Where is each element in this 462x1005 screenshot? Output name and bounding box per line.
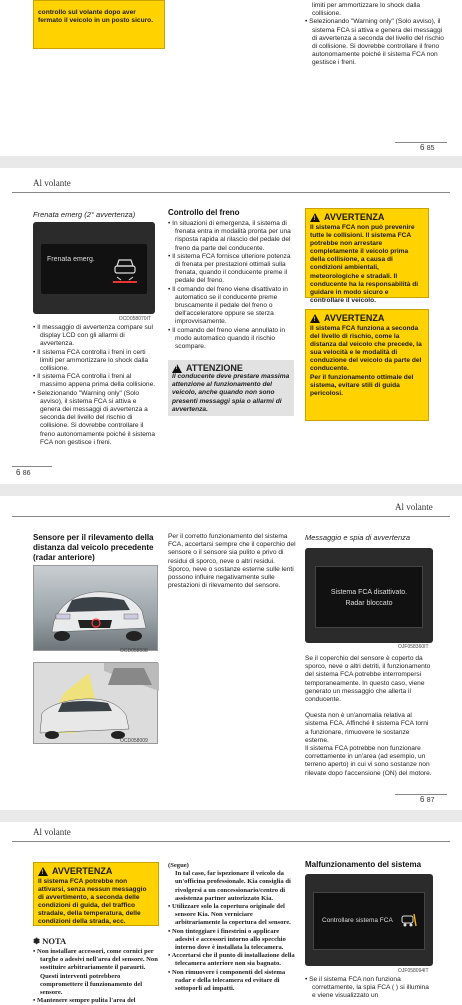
page-separator <box>0 810 462 822</box>
warning-triangle-icon <box>172 364 182 373</box>
image-code: OCD058070IT <box>118 316 151 322</box>
nota-bullets: • Non installare accessori, come cornici per targhe o adesivi nell'area del sensore. Non sostituire arbitrariamente il paraurti. Questi interventi potrebbero compromettere il funzionamento del sensore. • Mantenere sempre pulita l'area del <box>33 948 160 1005</box>
fca-warning-car-icon <box>400 911 418 929</box>
attention-box: ! ATTENZIONE Il conducente deve prestare massima attenzione al funzionamento del veicolo, anche quando non sono presenti messaggi spia o allarmi di avvertenza. <box>168 360 294 416</box>
image-code-4: OJF058094IT <box>398 968 429 974</box>
page-86-header-rule <box>12 192 450 193</box>
page-85-number: 6 85 <box>420 143 435 152</box>
nota-title: ✽ NOTA <box>33 936 67 946</box>
emergency-brake-display <box>33 222 155 322</box>
page-87-right-text: Se il coperchio del sensore è coperto da sporco, neve o altri detriti, il funzionamento del sistema FCA potrebbe interrompersi temporaneamente. In questo caso, viene generato un messaggio che allerta il conducente. Questa non è un'anomalia relativa al sistema FCA. Affinché il sistema FCA torni a funzionare, rimuovere le sostanze esterne. Il sistema FCA potrebbe non funzionare correttamente in un'area (ad esempio, un terreno aperto) in cui vi sono sostanze non rilevate dopo l'accensione (ON) del motore. <box>305 655 432 777</box>
page-88-header: Al volante <box>33 827 71 837</box>
page-86-header: Al volante <box>33 178 71 188</box>
lcd-text: Controllare sistema FCA <box>322 917 393 924</box>
lcd-panel <box>41 244 147 294</box>
car-front-illustration <box>34 566 159 652</box>
car-radar-image <box>33 662 158 744</box>
page-separator <box>0 484 462 496</box>
page-88-warning: ! AVVERTENZA Il sistema FCA potrebbe non attivarsi, senza nessun messaggio di avvertimento, a seconda delle condizioni di guida, del traffico stradale, della temperatura, delle condizioni della strada, ecc. <box>33 862 159 926</box>
warning-triangle-icon <box>310 314 320 323</box>
lcd-line-1: Sistema FCA disattivato. <box>330 589 408 596</box>
top-right-text: limiti per ammortizzare lo shock dalla collisione. • Selezionando "Warning only" (Solo avviso), il sistema FCA si attiva e genera dei messaggi di avvertenza a seconda del livello del rischio di collisione. Si dovrebbe controllare il freno autonomamente poiché il sistema FCA non gestisce i freni. <box>305 2 445 68</box>
page-88-right-bullet: • Se il sistema FCA non funziona correttamente, la spia FCA ( ) si illumina e viene visualizzato un <box>305 976 433 1001</box>
page-87-right-caption: Messaggio e spia di avvertenza <box>305 533 411 542</box>
lcd-line-2: Radar bloccato <box>345 600 393 607</box>
lcd-panel <box>315 566 423 628</box>
page-87-mid-text: Per il corretto funzionamento del sistema FCA, accertarsi sempre che il coperchio del sensore o il sensore sia pulito e privo di residui di sporco, neve o altri residui. Sporco, neve o sostanze esterne sulle lenti possono influire negativamente sulle prestazioni di rilevamento del sensore. <box>168 533 296 590</box>
warning-box-2: ! AVVERTENZA Il sistema FCA funziona a seconda del livello di rischio, come la distanza dal veicolo che precede, la sua velocità e le modalità di conduzione del veicolo da parte del conducente. Per il funzionamento ottimale del sistema, evitare stili di guida pericolosi. <box>305 309 429 421</box>
image-code-3: OJF058360IT <box>398 644 429 650</box>
page-87-number: 6 87 <box>420 795 435 804</box>
image-code-1: OCD058008 <box>120 648 148 654</box>
check-fca-display <box>305 874 433 966</box>
page-87-header-rule <box>12 516 450 517</box>
warning-triangle-icon <box>38 867 48 876</box>
lcd-text: Frenata emerg. <box>47 256 95 263</box>
radar-sensor-heading: Sensore per il rilevamento della distanza dal veicolo precedente (radar anteriore) <box>33 533 154 562</box>
car-radar-illustration <box>34 663 159 745</box>
fca-disabled-display <box>305 548 433 643</box>
car-collision-icon <box>111 258 139 284</box>
page-86-left-bullets: • Il messaggio di avvertenza compare sul display LCD con gli allarmi di avvertenza. • Il sistema FCA controlla i freni in certi limiti per ammortizzare lo shock dalla collisione. • Il sistema FCA controlla i freni al massimo appena prima della collisione. • Selezionando "Warning only" (Solo avviso), il sistema FCA si attiva e genera dei messaggi di avvertenza a seconda del livello del rischio di collisione. Si dovrebbe controllare il freno autonomamente poiché il sistema FCA non gestisce i freni. <box>33 324 158 447</box>
page-86-caption: Frenata emerg (2° avvertenza) <box>33 210 136 219</box>
page-86-mid-bullets: • In situazioni di emergenza, il sistema di frenata entra in modalità pronta per una risposta rapida al rilascio del pedale del freno da parte del conducente. • Il sistema FCA fornisce ulteriore potenza di frenata per prestazioni ottimali sulla frenata, quando il conducente preme il pedale del freno. • Il comando del freno viene disattivato in automatico se il conducente preme bruscamente il pedale del freno o dell'acceleratore oppure se sterza improvvisamente. • Il comando del freno viene annullato in modo automatico quando il rischio scompare. <box>168 220 294 351</box>
image-code-2: OCD058009 <box>120 738 148 744</box>
top-warning-fragment: controllo sul volante dopo aver fermato il veicolo in un posto sicuro. <box>33 0 165 49</box>
brake-control-heading: Controllo del freno <box>168 208 240 217</box>
warning-triangle-icon <box>310 213 320 222</box>
malfunction-heading: Malfunzionamento del sistema <box>305 860 422 869</box>
car-front-image <box>33 565 158 651</box>
page-88-header-rule <box>12 841 450 842</box>
page-88-mid-text: (Segue) In tal caso, far ispezionare il veicolo da un'officina professionale. Kia consiglia di rivolgersi a un concessionario/centro di assistenza partner autorizzato Kia. • Utilizzare solo la copertura originale del sensore Kia. Non verniciare arbitrariamente la copertura del sensore. • Non tinteggiare i finestrini o applicare adesivi e accessori intorno allo specchio interno dove è installata la telecamera. • Accertarsi che il punto di installazione della telecamera anteriore non sia bagnato. • Non rimuovere i componenti del sistema radar e della telecamera ed evitare di sottoporli ad impatti. <box>168 862 296 993</box>
page-86-number: 6 86 <box>16 468 31 477</box>
page-separator <box>0 156 462 168</box>
lcd-panel <box>313 892 425 950</box>
warning-box-1: ! AVVERTENZA Il sistema FCA non può prevenire tutte le collisioni. Il sistema FCA potrebbe non arrestare completamente il veicolo prima della collisione, a causa di condizioni ambientali, meteorologiche e stradali. Il conducente ha la responsabilità di guidare in modo sicuro e controllare il veicolo. <box>305 208 429 298</box>
page-86-footer-rule <box>12 466 52 467</box>
page-87-header: Al volante <box>395 502 433 512</box>
